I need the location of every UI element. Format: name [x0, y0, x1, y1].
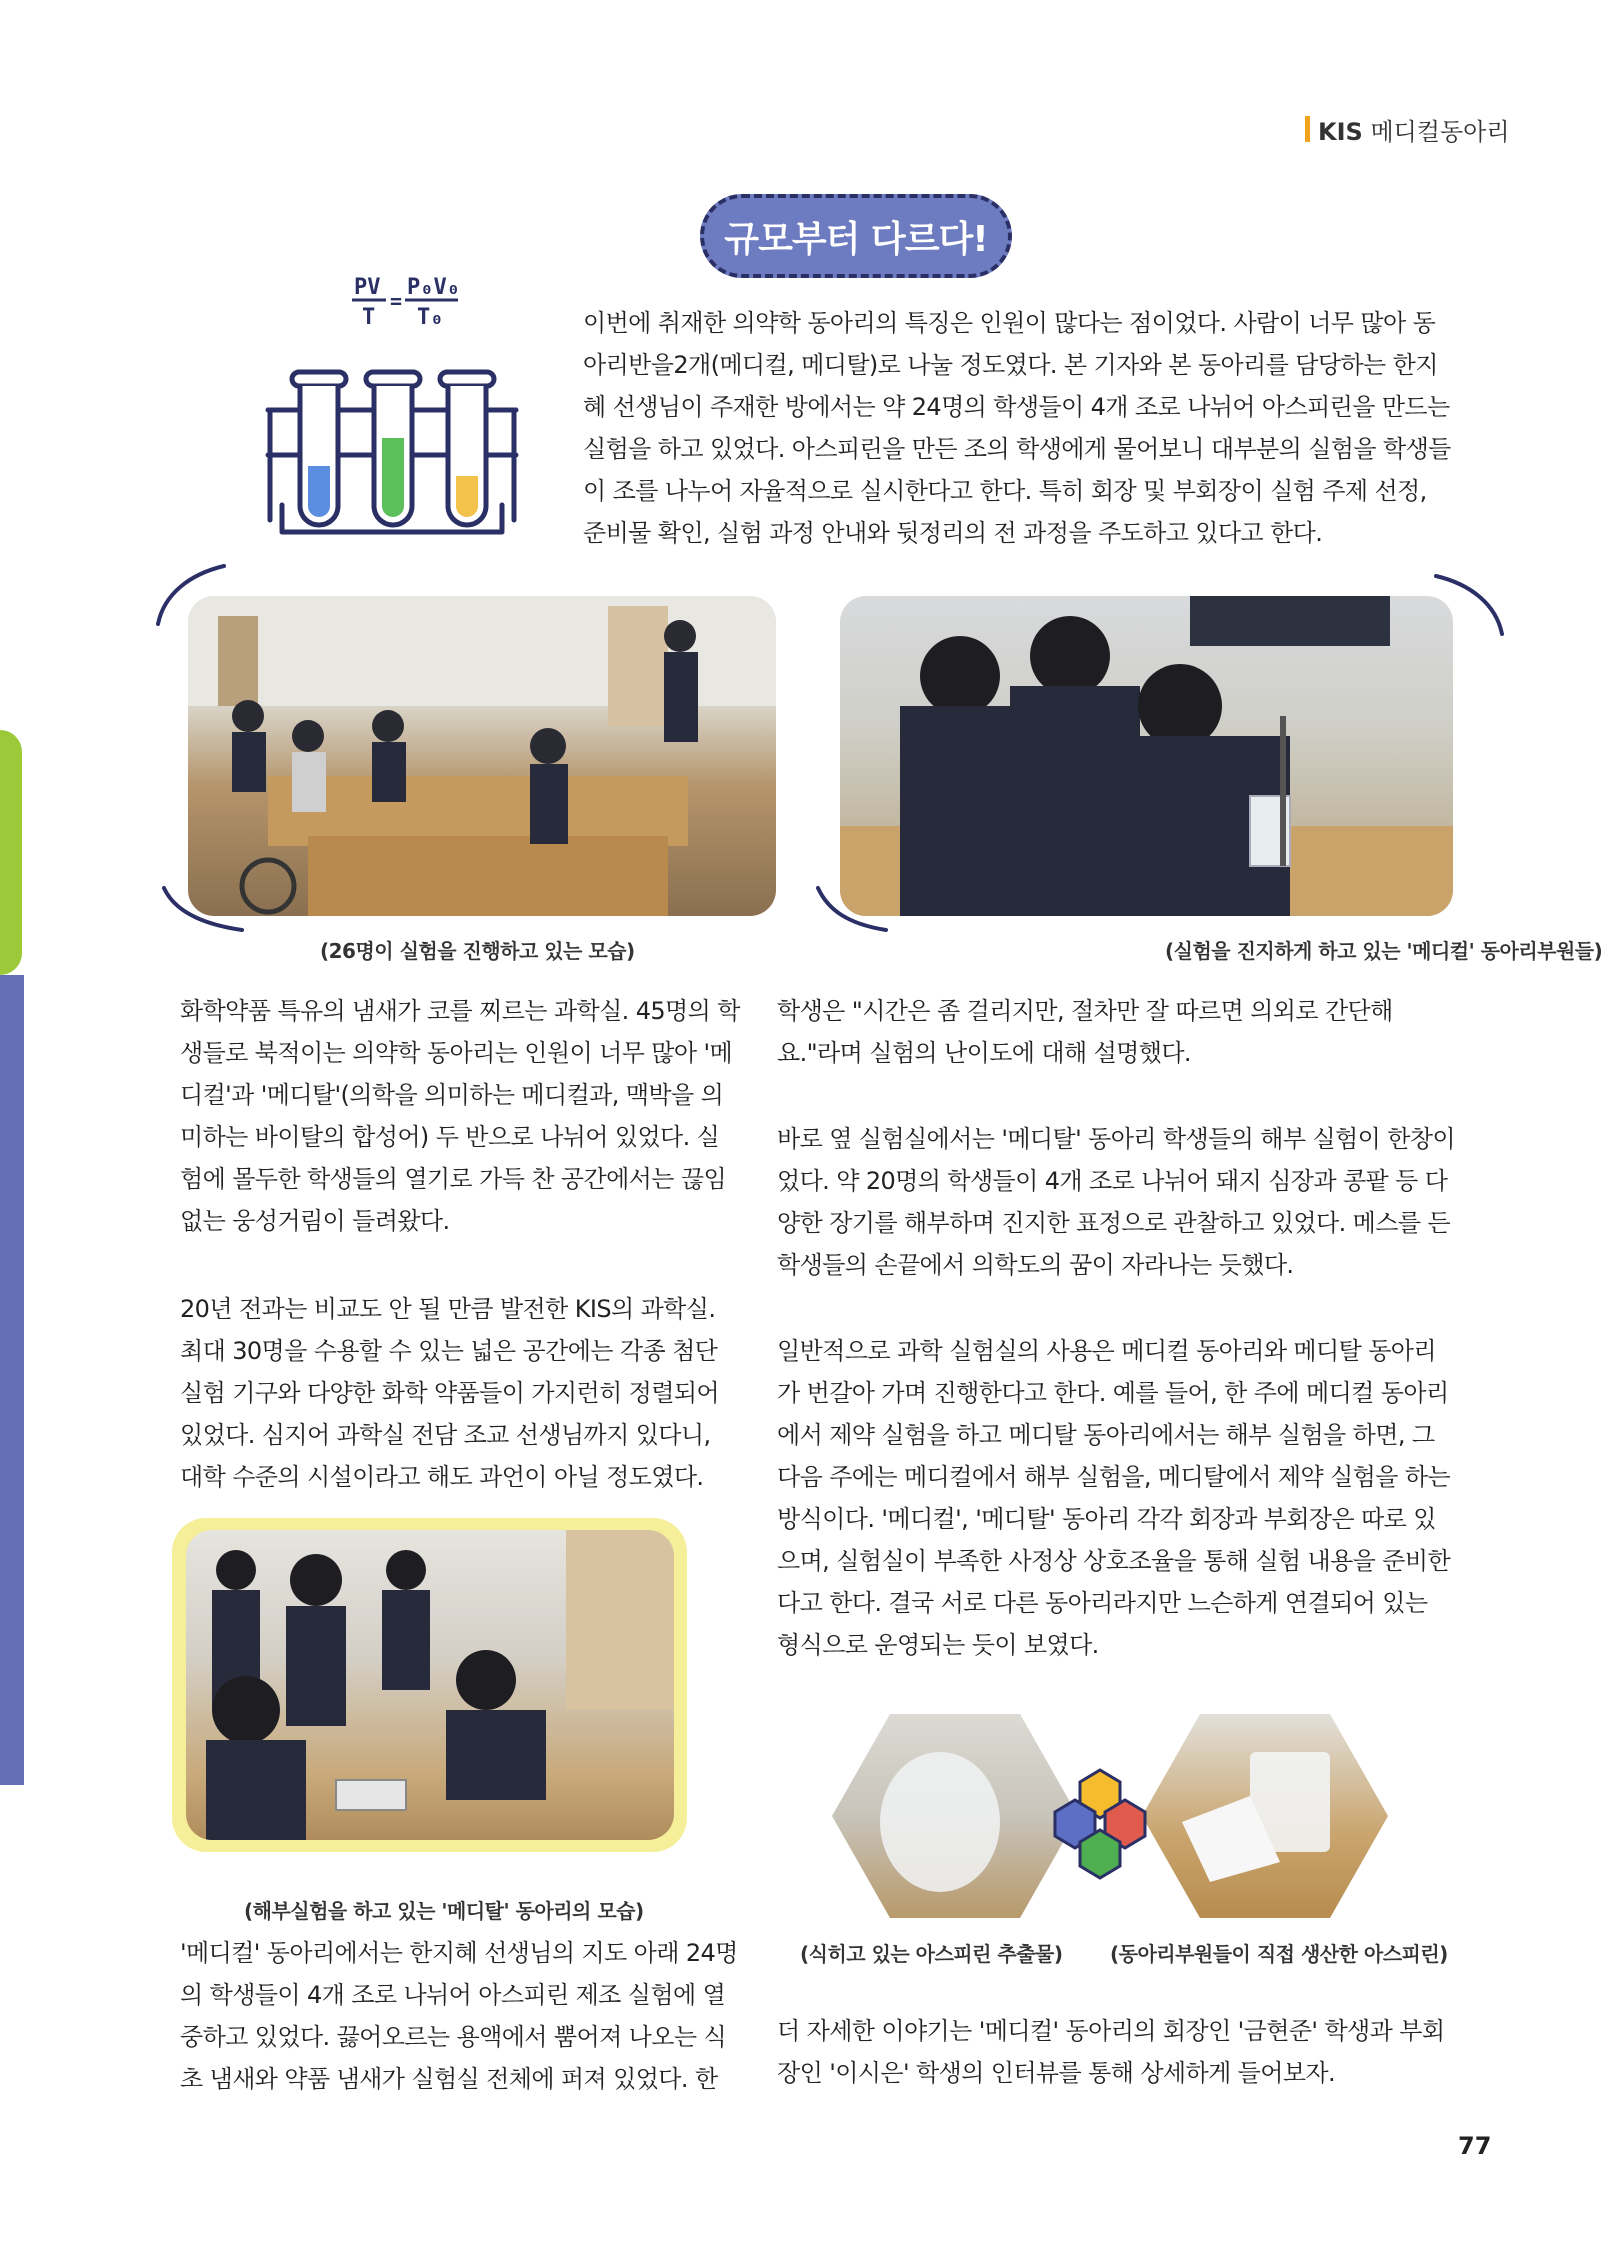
header-accent-bar	[1305, 116, 1310, 142]
header-section: 메디컬동아리	[1362, 118, 1510, 146]
page-number: 77	[1458, 2132, 1492, 2160]
photo-dissection-experiment	[186, 1530, 674, 1840]
side-tab-green	[0, 730, 22, 975]
intro-paragraph: 이번에 취재한 의약학 동아리의 특징은 인원이 많다는 점이었다. 사람이 너무 많아 동아리반을2개(메디컬, 메디탈)로 나눌 정도였다. 본 기자와 본 동아리를 담당하는 한지혜 선생님이 주재한 방에서는 약 24명의 학생들이 4개 조로 나뉘어 아스피린을 만드는 실험을 하고 있었다. 아스피린을 만든 조의 학생에게 물어보니 대부분의 실험을 학생들이 조를 나누어 자율적으로 실시한다고 한다. 특히 회장 및 부회장이 실험 주제 선정, 준비물 확인, 실험 과정 안내와 뒷정리의 전 과정을 주도하고 있다고 한다.	[583, 309, 1451, 547]
section-title-text: 규모부터 다르다!	[724, 218, 988, 260]
section-title	[700, 194, 1012, 278]
left-paragraph-3: '메디컬' 동아리에서는 한지혜 선생님의 지도 아래 24명의 학생들이 4개 조로 나뉘어 아스피린 제조 실험에 열중하고 있었다. 끓어오르는 용액에서 뿜어져 나오는 식초 냄새와 약품 냄새가 실험실 전체에 퍼져 있었다. 한	[180, 1939, 738, 2093]
right-paragraph-2: 바로 옆 실험실에서는 '메디탈' 동아리 학생들의 해부 실험이 한창이었다. 약 20명의 학생들이 4개 조로 나뉘어 돼지 심장과 콩팥 등 다양한 장기를 해부하며 진지한 표정으로 관찰하고 있었다. 메스를 든 학생들의 손끝에서 의학도의 꿈이 자라나는 듯했다.	[777, 1125, 1455, 1279]
photo-dissection-illustration	[186, 1530, 674, 1840]
photo-lab-overview	[188, 596, 776, 916]
formula-top-left: PV	[354, 275, 381, 300]
side-tab-blue	[0, 975, 24, 1785]
photo-medical-club-experiment	[840, 596, 1453, 916]
hexagon-cluster-icon	[1055, 1770, 1145, 1878]
photo-medical-club-illustration	[840, 596, 1453, 916]
formula-bottom-left: T	[362, 305, 376, 330]
header-prefix: KIS	[1318, 118, 1363, 146]
right-paragraph-4: 더 자세한 이야기는 '메디컬' 동아리의 회장인 '금현준' 학생과 부회장인 '이시은' 학생의 인터뷰를 통해 상세하게 들어보자.	[777, 2017, 1445, 2087]
test-tube-icon	[262, 270, 522, 550]
hexagon-photo-group	[830, 1712, 1390, 1922]
formula-top-right: P₀V₀	[407, 275, 460, 300]
right-paragraph-3: 일반적으로 과학 실험실의 사용은 메디컬 동아리와 메디탈 동아리가 번갈아 가며 진행한다고 한다. 예를 들어, 한 주에 메디컬 동아리에서 제약 실험을 하고 메디탈 동아리에서는 해부 실험을 하면, 그 다음 주에는 메디컬에서 해부 실험을, 메디탈에서 제약 실험을 하는 방식이다. '메디컬', '메디탈' 동아리 각각 회장과 부회장은 따로 있으며, 실험실이 부족한 사정상 상호조율을 통해 실험 내용을 준비한다고 한다. 결국 서로 다른 동아리라지만 느슨하게 연결되어 있는 형식으로 운영되는 듯이 보였다.	[777, 1337, 1451, 1659]
left-paragraph-2: 20년 전과는 비교도 안 될 만큼 발전한 KIS의 과학실. 최대 30명을 수용할 수 있는 넓은 공간에는 각종 첨단 실험 기구와 다양한 화학 약품들이 가지런히 정렬되어 있었다. 심지어 과학실 전담 조교 선생님까지 있다니, 대학 수준의 시설이라고 해도 과언이 아닐 정도였다.	[180, 1295, 720, 1491]
formula-bottom-right: T₀	[417, 305, 444, 330]
section-header	[1318, 112, 1510, 147]
caption-photo1: (26명이 실험을 진행하고 있는 모습)	[320, 939, 635, 963]
right-paragraph-1: 학생은 "시간은 좀 걸리지만, 절차만 잘 따르면 의외로 간단해요."라며 실험의 난이도에 대해 설명했다.	[777, 997, 1393, 1067]
caption-photo3: (해부실험을 하고 있는 '메디탈' 동아리의 모습)	[244, 1899, 644, 1923]
caption-photo2: (실험을 진지하게 하고 있는 '메디컬' 동아리부원들)	[1165, 939, 1603, 963]
caption-photo4: (식히고 있는 아스피린 추출물)	[800, 1942, 1063, 1966]
test-tube-illustration	[262, 270, 522, 550]
photo-lab-overview-illustration	[188, 596, 776, 916]
left-paragraph-1: 화학약품 특유의 냄새가 코를 찌르는 과학실. 45명의 학생들로 북적이는 의약학 동아리는 인원이 너무 많아 '메디컬'과 '메디탈'(의학을 의미하는 메디컬과, 맥박을 의미하는 바이탈의 합성어) 두 반으로 나뉘어 있었다. 실험에 몰두한 학생들의 열기로 가득 찬 공간에서는 끊임없는 웅성거림이 들려왔다.	[180, 997, 740, 1235]
formula-equals: =	[390, 289, 403, 313]
caption-photo5: (동아리부원들이 직접 생산한 아스피린)	[1110, 1942, 1448, 1966]
